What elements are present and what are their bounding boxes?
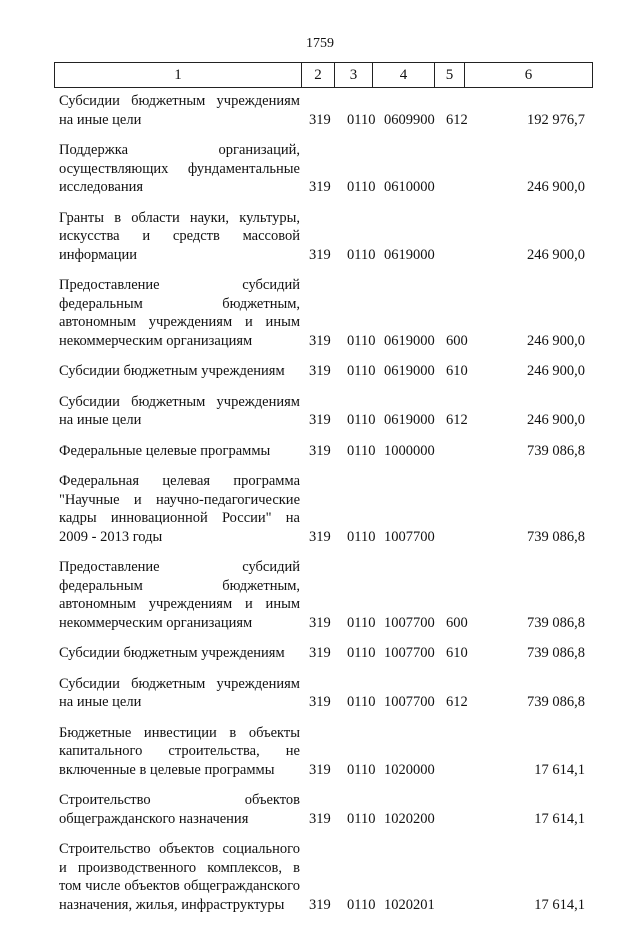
row-section-code: 0110 [347,412,376,428]
row-section-code: 0110 [347,810,376,827]
row-amount: 739 086,8 [527,442,585,459]
row-ministry-code: 319 [309,645,331,661]
row-amount: 246 900,0 [527,363,585,379]
row-target-code: 0610000 [384,179,435,195]
column-header-5: 5 [435,63,465,88]
row-target-code: 0619000 [384,412,435,428]
row-name: Федеральные целевые программы [59,442,271,459]
column-header-3: 3 [335,63,373,88]
table-row [0,558,640,632]
column-header-6: 6 [465,63,593,88]
row-amount: 246 900,0 [527,179,585,195]
table-row [0,393,640,430]
row-name: Поддержка организаций, осуществляющих фундаментальные исследования [59,142,300,195]
row-target-code: 0609900 [384,111,435,128]
row-section-code: 0110 [347,528,376,545]
row-name: Субсидии бюджетным учреждениям [59,645,285,661]
row-name: Субсидии бюджетным учреждениям на иные цели [59,393,300,428]
row-target-code: 0619000 [384,246,435,263]
row-section-code: 0110 [347,363,376,379]
row-target-code: 1007700 [384,694,435,710]
table-row [0,276,640,350]
row-section-code: 0110 [347,694,376,710]
row-name: Предоставление субсидий федеральным бюджетным, автономным учреждениям и иным некоммерческим организациям [59,559,300,631]
table-row [0,472,640,546]
row-target-code: 1020201 [384,896,435,913]
row-name: Субсидии бюджетным учреждениям [59,363,285,379]
row-expense-type-code: 612 [446,412,468,428]
row-section-code: 0110 [347,614,376,631]
row-expense-type-code: 600 [446,614,468,631]
row-target-code: 0619000 [384,363,435,379]
row-target-code: 0619000 [384,332,435,349]
row-ministry-code: 319 [309,810,331,827]
row-ministry-code: 319 [309,332,331,349]
row-amount: 17 614,1 [534,896,585,913]
row-section-code: 0110 [347,246,376,263]
table-row [0,209,640,265]
table-row [0,675,640,712]
row-section-code: 0110 [347,645,376,661]
page-number: 1759 [306,36,334,51]
row-section-code: 0110 [347,179,376,195]
row-ministry-code: 319 [309,246,331,263]
row-expense-type-code: 610 [446,645,468,661]
row-target-code: 1020000 [384,761,435,778]
row-name: Строительство объектов социального и производственного комплексов, в том числе объектов общегражданского назначения, жилья, инфраструктуры [59,841,300,913]
row-ministry-code: 319 [309,896,331,913]
table-row [0,644,640,663]
row-expense-type-code: 612 [446,694,468,710]
table-row [0,791,640,828]
row-amount: 17 614,1 [534,761,585,778]
table-row [0,362,640,381]
table-row [0,141,640,197]
row-expense-type-code: 610 [446,363,468,379]
row-ministry-code: 319 [309,761,331,778]
row-name: Предоставление субсидий федеральным бюджетным, автономным учреждениям и иным некоммерческим организациям [59,277,300,349]
row-amount: 739 086,8 [527,528,585,545]
row-name: Бюджетные инвестиции в объекты капитального строительства, не включенные в целевые программы [59,724,300,778]
row-section-code: 0110 [347,896,376,913]
table-row [0,840,640,914]
column-header-table [54,62,593,88]
row-ministry-code: 319 [309,694,331,710]
row-amount: 246 900,0 [527,246,585,263]
row-target-code: 1007700 [384,528,435,545]
table-row [0,724,640,780]
row-section-code: 0110 [347,761,376,778]
row-section-code: 0110 [347,111,376,128]
row-ministry-code: 319 [309,528,331,545]
row-expense-type-code: 612 [446,111,468,128]
row-amount: 17 614,1 [534,810,585,827]
column-header-2: 2 [302,63,335,88]
column-header-row [55,63,593,88]
budget-table-body [0,92,640,926]
column-header-4: 4 [373,63,435,88]
row-name: Субсидии бюджетным учреждениям на иные цели [59,93,300,128]
row-amount: 739 086,8 [527,614,585,631]
row-name: Федеральная целевая программа "Научные и научно-педагогические кадры инновационной России" на 2009 - 2013 годы [59,473,300,545]
row-section-code: 0110 [347,332,376,349]
row-ministry-code: 319 [309,442,331,459]
row-name: Строительство объектов общегражданского назначения [59,792,300,827]
table-row [0,92,640,129]
row-amount: 246 900,0 [527,332,585,349]
row-target-code: 1000000 [384,442,435,459]
row-ministry-code: 319 [309,412,331,428]
column-header-1: 1 [55,63,302,88]
row-name: Субсидии бюджетным учреждениям на иные цели [59,675,300,710]
row-amount: 739 086,8 [527,645,585,661]
row-ministry-code: 319 [309,363,331,379]
row-ministry-code: 319 [309,179,331,195]
row-target-code: 1007700 [384,614,435,631]
row-name: Гранты в области науки, культуры, искусства и средств массовой информации [59,209,300,263]
row-amount: 739 086,8 [527,694,585,710]
row-ministry-code: 319 [309,111,331,128]
row-expense-type-code: 600 [446,332,468,349]
row-target-code: 1007700 [384,645,435,661]
row-section-code: 0110 [347,442,376,459]
row-ministry-code: 319 [309,614,331,631]
row-target-code: 1020200 [384,810,435,827]
table-row [0,442,640,461]
row-amount: 246 900,0 [527,412,585,428]
row-amount: 192 976,7 [527,111,585,128]
